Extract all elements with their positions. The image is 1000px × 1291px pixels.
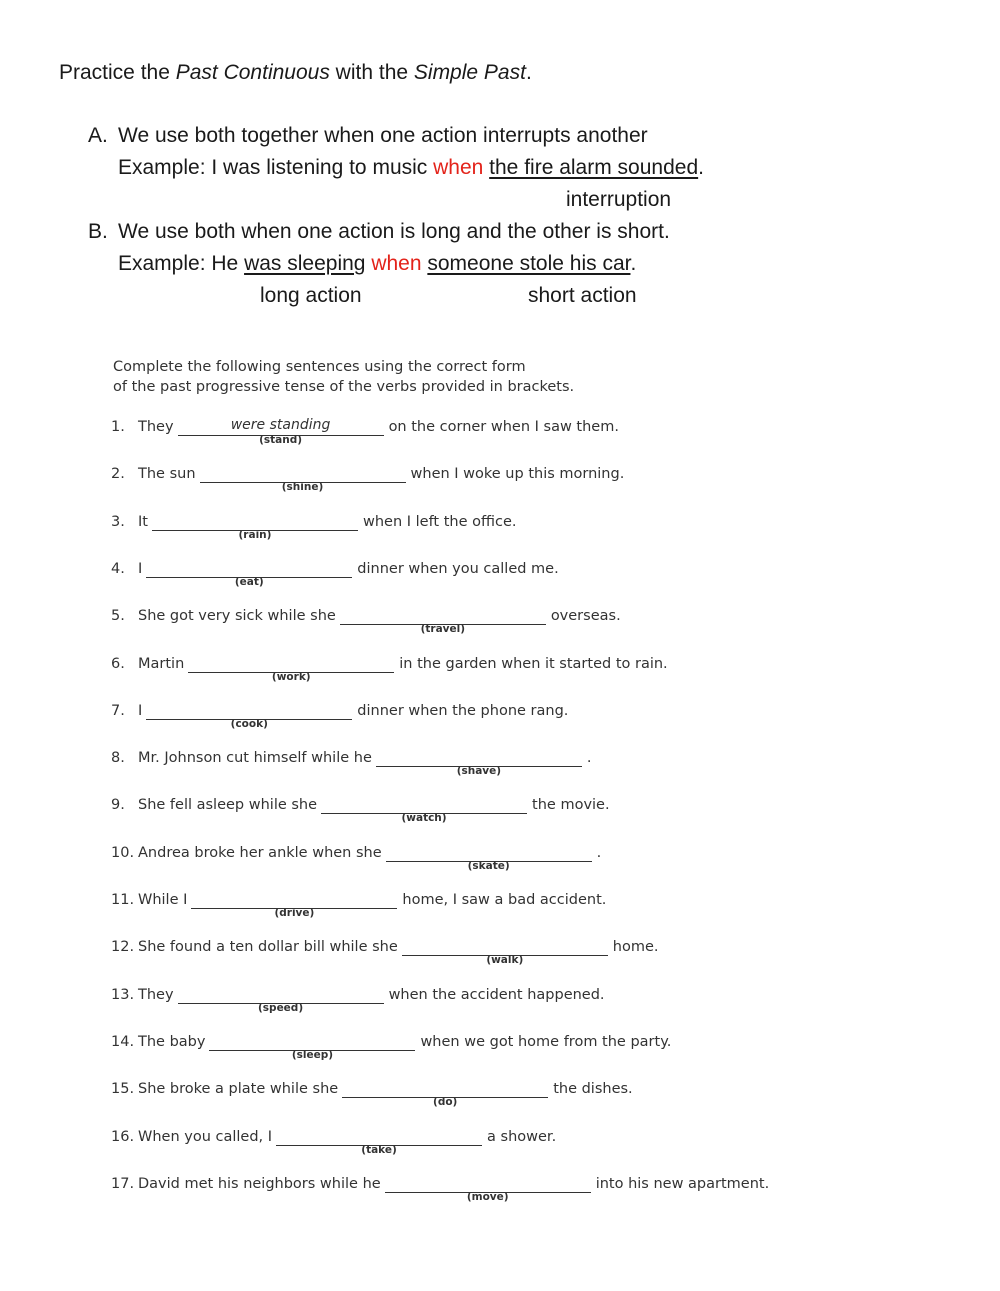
item-number: 4. — [111, 561, 125, 577]
verb-hint: (drive) — [274, 907, 315, 919]
item-text-before: She got very sick while she — [138, 608, 336, 624]
verb-hint: (do) — [433, 1096, 458, 1108]
item-text-before: Andrea broke her ankle when she — [138, 845, 382, 861]
long-action-label: long action — [260, 284, 362, 307]
item-number: 13. — [111, 987, 135, 1003]
verb-hint: (work) — [271, 671, 311, 683]
interruption-label: interruption — [566, 188, 672, 211]
rule-b-text: We use both when one action is long and the other is short. — [118, 220, 670, 243]
item-text-before: Martin — [138, 656, 185, 672]
item-text-before: The baby — [138, 1034, 206, 1050]
item-text-before: They — [138, 987, 174, 1003]
instruction-line-2: of the past progressive tense of the verbs provided in brackets. — [113, 379, 575, 395]
verb-hint: (stand) — [259, 434, 303, 446]
item-number: 5. — [111, 608, 125, 624]
item-text-before: The sun — [138, 466, 196, 482]
rule-a-example — [118, 153, 704, 183]
rule-a-letter: A. — [88, 124, 108, 147]
verb-hint: (skate) — [467, 860, 510, 872]
item-number: 11. — [111, 892, 135, 908]
item-text-before: It — [138, 514, 148, 530]
item-text-before: David met his neighbors while he — [138, 1176, 381, 1192]
exercise-item — [111, 561, 811, 597]
exercise-item — [111, 750, 811, 786]
item-text-before: I — [138, 703, 143, 719]
exercise-item — [111, 845, 811, 881]
rule-b-letter: B. — [88, 220, 108, 243]
rule-a-when: when — [433, 156, 484, 179]
item-number: 16. — [111, 1129, 135, 1145]
item-text-before: I — [138, 561, 143, 577]
exercise-item — [111, 514, 811, 550]
rule-a-interruption-text: the fire alarm sounded — [489, 156, 699, 179]
item-text-before: She fell asleep while she — [138, 797, 318, 813]
intro-middle: with the — [329, 61, 414, 84]
rule-a-example-prefix: Example: I was listening to music — [118, 156, 434, 179]
verb-hint: (take) — [361, 1144, 397, 1156]
item-text-after: overseas. — [550, 608, 621, 624]
item-number: 12. — [111, 939, 135, 955]
item-text-before: She found a ten dollar bill while she — [138, 939, 398, 955]
item-text-after: dinner when the phone rang. — [357, 703, 569, 719]
rule-b-example-prefix: Example: He — [118, 252, 245, 275]
exercise-item — [111, 1129, 811, 1165]
instruction-line-1: Complete the following sentences using the correct form — [113, 359, 526, 375]
verb-hint: (rain) — [238, 529, 272, 541]
item-number: 3. — [111, 514, 125, 530]
item-number: 1. — [111, 419, 125, 435]
item-text-after: . — [586, 750, 592, 766]
answer-text: were standing — [230, 417, 331, 433]
rule-b-example — [118, 249, 636, 279]
exercise-item — [111, 466, 811, 502]
exercise-item — [111, 419, 811, 455]
verb-hint: (speed) — [258, 1002, 304, 1014]
rule-b-when: when — [371, 252, 422, 275]
item-number: 7. — [111, 703, 125, 719]
item-text-after: home. — [612, 939, 659, 955]
verb-hint: (sleep) — [291, 1049, 334, 1061]
rule-a-end: . — [698, 156, 704, 179]
intro-suffix: . — [525, 61, 532, 84]
rule-b — [88, 217, 908, 281]
item-text-after: the dishes. — [553, 1081, 633, 1097]
item-number: 17. — [111, 1176, 135, 1192]
item-text-after: the movie. — [532, 797, 610, 813]
item-text-after: when the accident happened. — [388, 987, 605, 1003]
verb-hint: (walk) — [486, 954, 524, 966]
item-text-after: when I woke up this morning. — [410, 466, 625, 482]
verb-hint: (shave) — [456, 765, 502, 777]
exercise-item — [111, 1176, 811, 1212]
item-number: 2. — [111, 466, 125, 482]
exercise-item — [111, 1081, 811, 1117]
rule-b-end: . — [630, 252, 637, 275]
intro-term-past-continuous: Past Continuous — [175, 61, 330, 84]
intro-prefix: Practice the — [59, 61, 176, 84]
intro-term-simple-past: Simple Past — [413, 61, 526, 84]
exercise-item — [111, 608, 811, 644]
item-text-before: When you called, I — [138, 1129, 273, 1145]
item-text-before: They — [138, 419, 174, 435]
exercise-item — [111, 1034, 811, 1070]
verb-hint: (travel) — [420, 623, 466, 635]
verb-hint: (cook) — [230, 718, 268, 730]
short-action-label: short action — [528, 284, 637, 307]
item-text-after: a shower. — [487, 1129, 557, 1145]
item-text-after: into his new apartment. — [595, 1176, 770, 1192]
rule-b-long-text: was sleeping — [244, 252, 366, 275]
item-text-after: home, I saw a bad accident. — [402, 892, 607, 908]
rule-a — [88, 121, 908, 185]
exercise-item — [111, 703, 811, 739]
item-text-before: Mr. Johnson cut himself while he — [138, 750, 372, 766]
item-text-after: dinner when you called me. — [357, 561, 559, 577]
page-title — [59, 58, 532, 88]
item-text-before: She broke a plate while she — [138, 1081, 339, 1097]
item-number: 10. — [111, 845, 135, 861]
item-text-after: when we got home from the party. — [420, 1034, 672, 1050]
item-text-after: . — [596, 845, 602, 861]
item-number: 14. — [111, 1034, 135, 1050]
item-text-before: While I — [138, 892, 188, 908]
item-number: 6. — [111, 656, 125, 672]
exercise-item — [111, 939, 811, 975]
item-number: 8. — [111, 750, 125, 766]
item-text-after: when I left the office. — [362, 514, 517, 530]
verb-hint: (eat) — [234, 576, 264, 588]
exercise-item — [111, 987, 811, 1023]
item-number: 9. — [111, 797, 125, 813]
item-text-after: in the garden when it started to rain. — [399, 656, 668, 672]
rule-b-short-text: someone stole his car — [427, 252, 631, 275]
verb-hint: (shine) — [281, 481, 324, 493]
exercise-item — [111, 656, 811, 692]
exercise-instructions — [113, 357, 574, 397]
verb-hint: (move) — [466, 1191, 509, 1203]
item-number: 15. — [111, 1081, 135, 1097]
exercise-item — [111, 892, 811, 928]
item-text-after: on the corner when I saw them. — [388, 419, 619, 435]
rule-a-text: We use both together when one action interrupts another — [118, 124, 648, 147]
verb-hint: (watch) — [401, 812, 447, 824]
exercise-item — [111, 797, 811, 833]
